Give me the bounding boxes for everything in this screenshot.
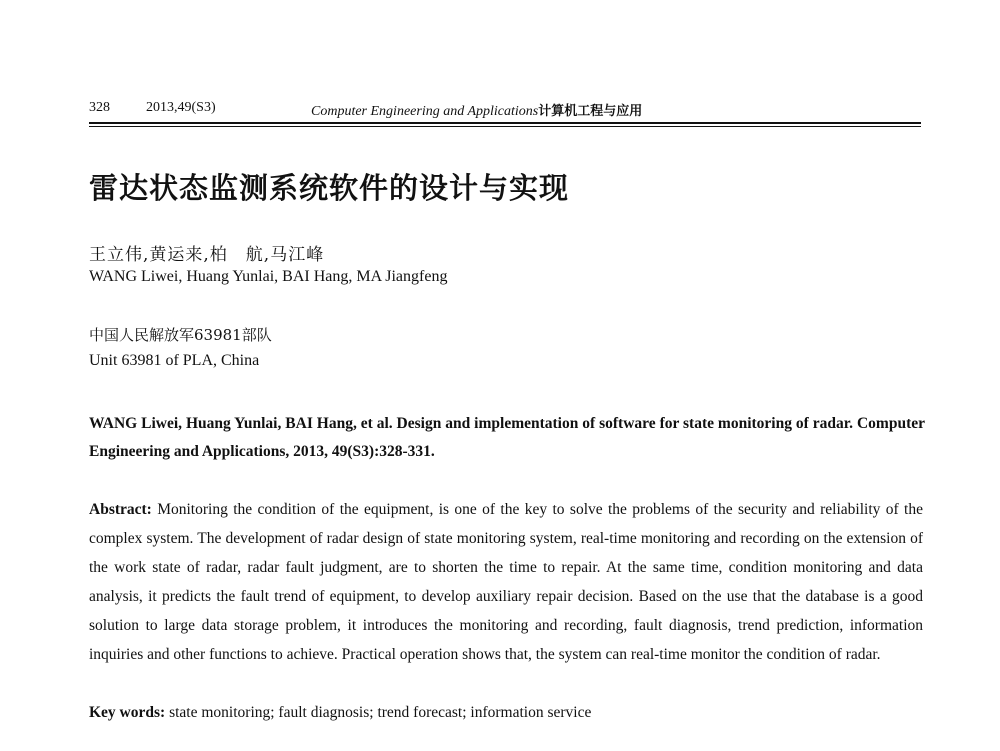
journal-name-cn: 计算机工程与应用 [538, 104, 643, 119]
citation: WANG Liwei, Huang Yunlai, BAI Hang, et al. Design and implementation of software for state monitoring of radar. Computer Engineering and Applications, 2013, 49(S3):328-331. [89, 415, 925, 460]
header-rule-thin [89, 126, 921, 127]
authors-chinese: 王立伟,黄运来,柏 航,马江峰 [89, 245, 325, 265]
authors-english: WANG Liwei, Huang Yunlai, BAI Hang, MA Jiangfeng [89, 268, 448, 285]
abstract-text: Monitoring the condition of the equipment, is one of the key to solve the problems of the security and reliability of the complex system. The development of radar design of state monitoring system, real-time monitoring and recording on the extension of the work state of radar, radar fault judgment, are to shorten the time to repair. At the same time, condition monitoring and data analysis, it predicts the fault trend of equipment, to develop auxiliary repair decision. Based on the use that the database is a good solution to large data storage problem, it introduces the monitoring and recording, fault diagnosis, trend prediction, information inquiries and other functions to achieve. Practical operation shows that, the system can real-time monitor the condition of radar. [89, 501, 923, 663]
abstract-label: Abstract: [89, 501, 152, 518]
running-header [89, 100, 921, 118]
keywords [89, 704, 591, 722]
keywords-label: Key words: [89, 704, 166, 721]
affiliation-english: Unit 63981 of PLA, China [89, 352, 260, 369]
page-number: 328 [89, 100, 110, 115]
affiliation-chinese: 中国人民解放军63981部队 [89, 326, 272, 344]
journal-name [311, 100, 642, 120]
keywords-text: state monitoring; fault diagnosis; trend forecast; information service [165, 704, 592, 721]
journal-name-en: Computer Engineering and Applications [311, 104, 539, 119]
header-rule-thick [89, 122, 921, 124]
paper-title: 雷达状态监测系统软件的设计与实现 [89, 171, 570, 205]
volume-issue: 2013,49(S3) [146, 100, 216, 115]
abstract [89, 495, 923, 669]
